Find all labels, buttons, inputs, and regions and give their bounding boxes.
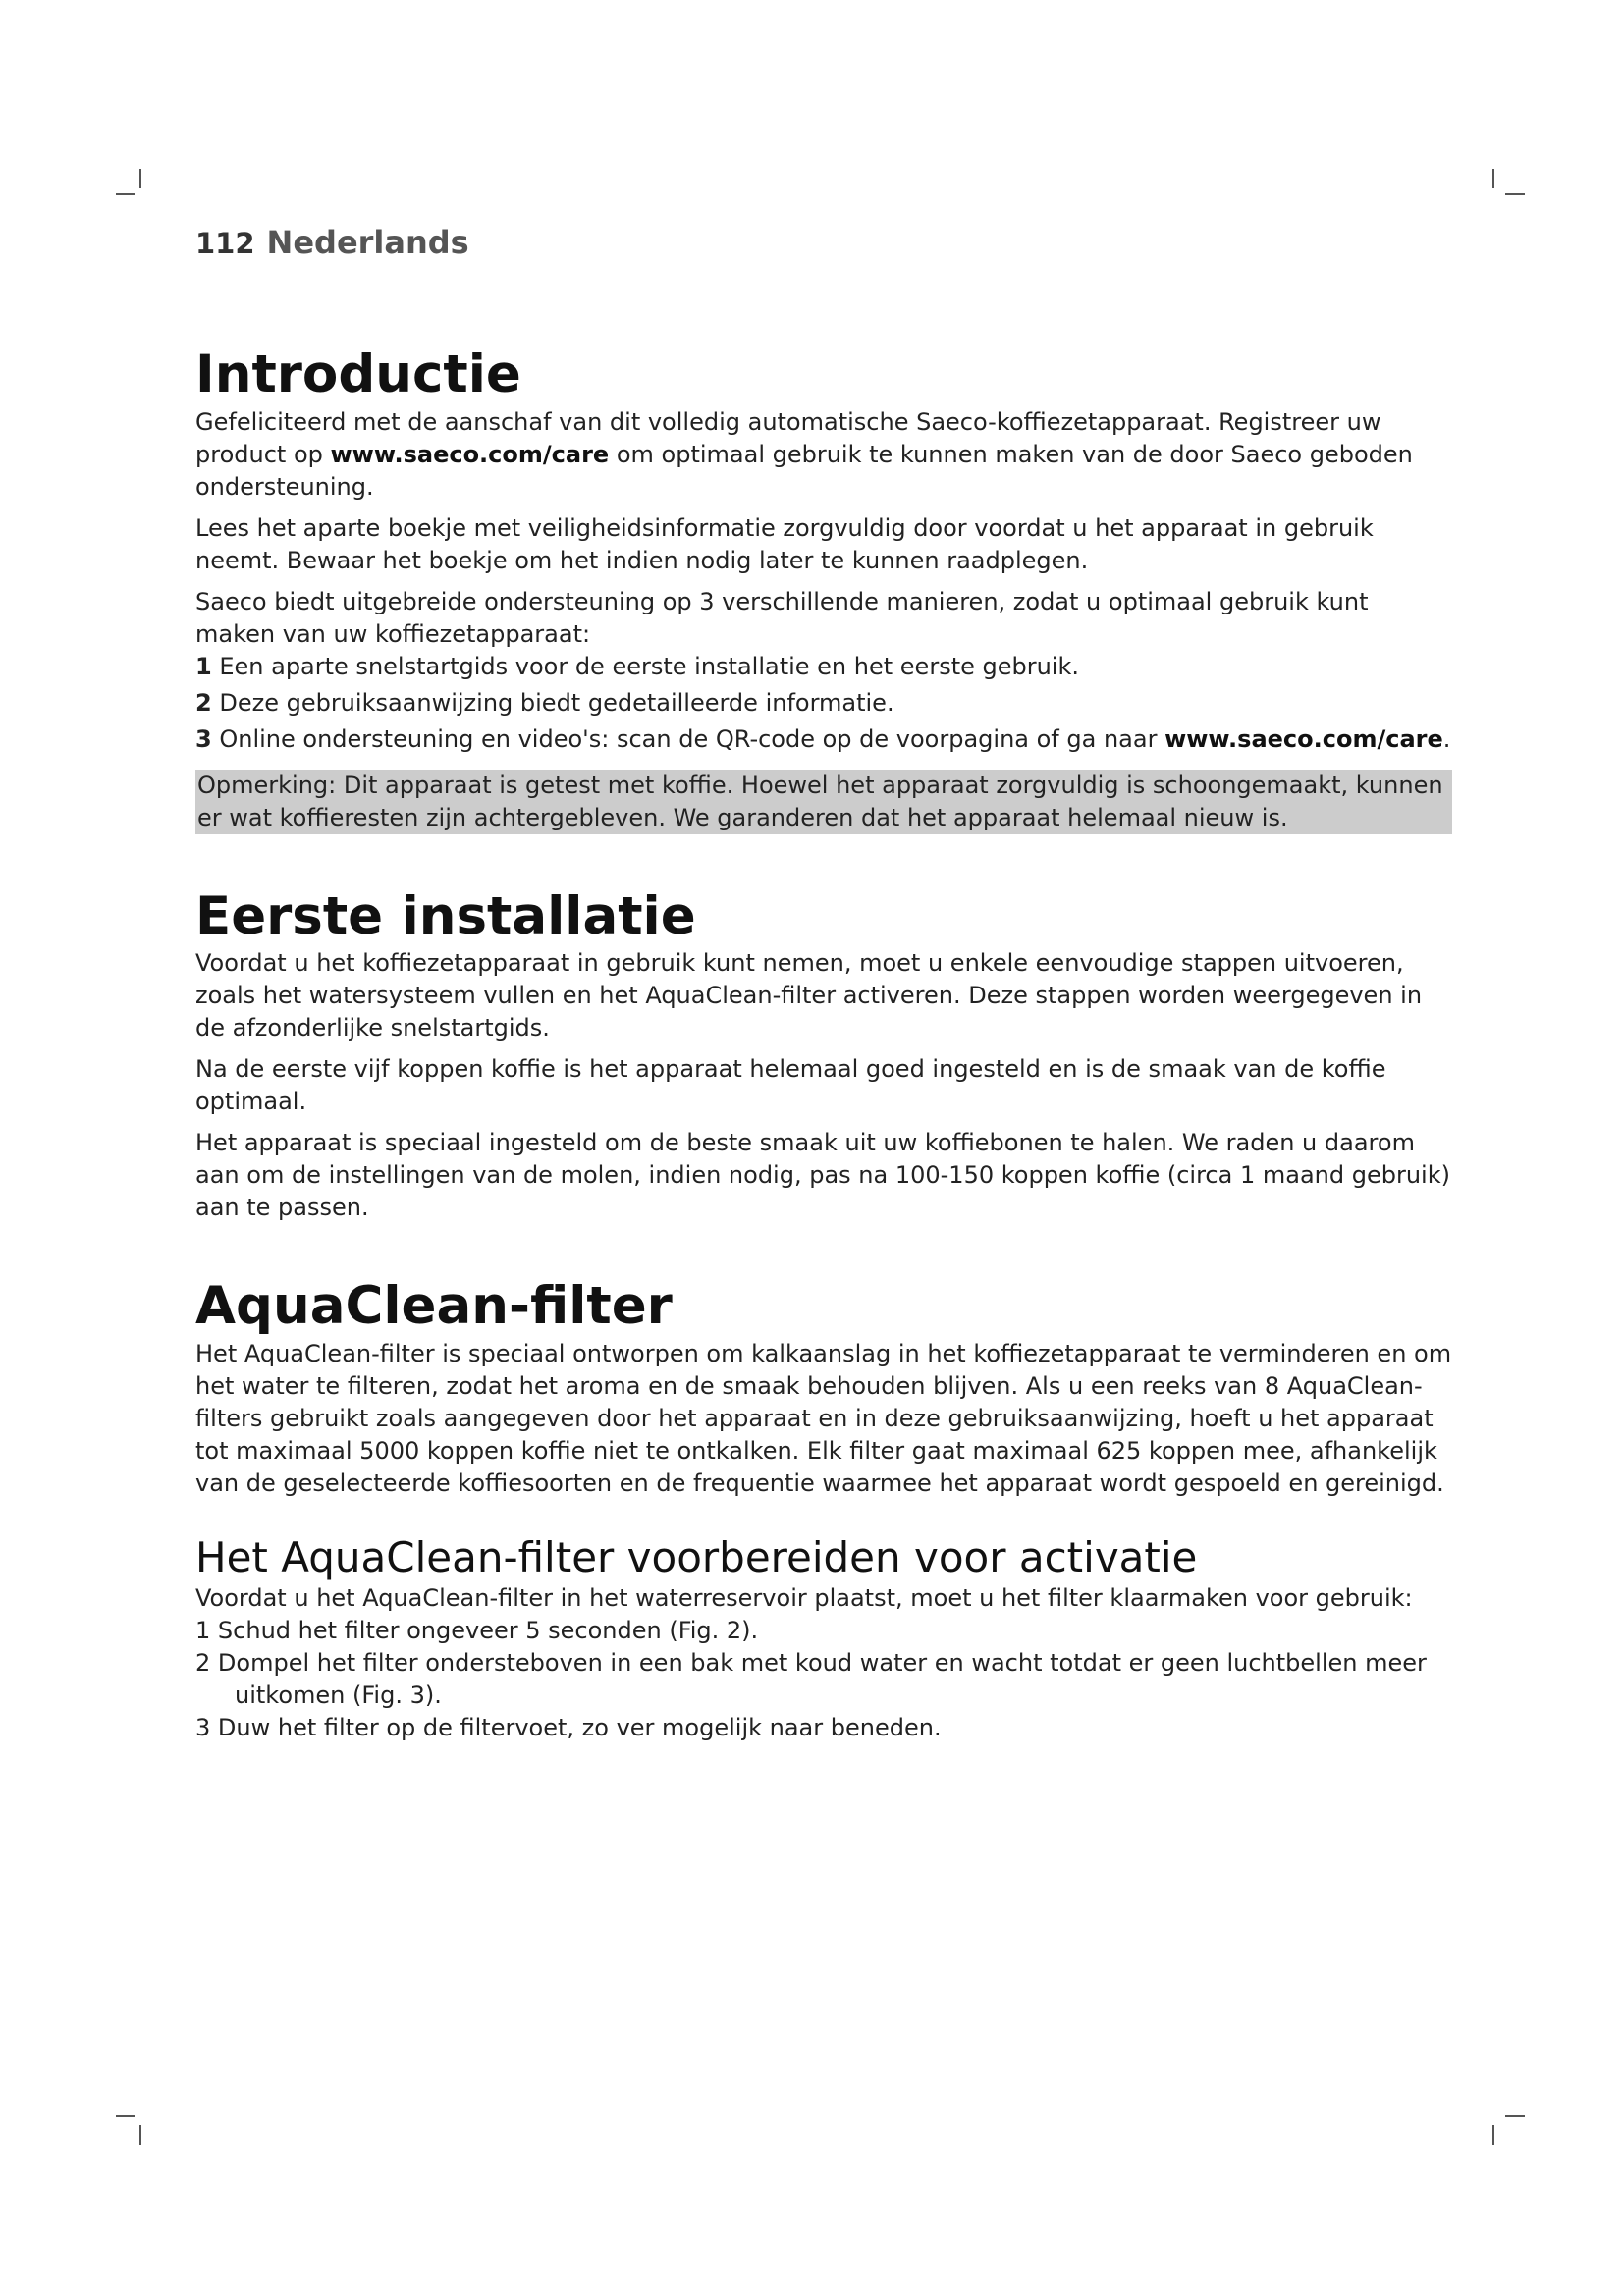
crop-mark-top-left-h (116, 193, 135, 195)
section-aquaclean-filter (195, 1275, 1452, 1500)
list-item-number: 3 (195, 724, 212, 753)
step-number: 2 (195, 1649, 211, 1678)
step-text: Duw het filter op de filtervoet, zo ver mogelijk naar beneden. (217, 1714, 942, 1742)
section-eerste-installatie (195, 885, 1452, 1225)
list-item-number: 1 (195, 652, 212, 680)
aquaclean-title: AquaClean-filter (195, 1276, 673, 1337)
install-paragraph-2: Na de eerste vijf koppen koffie is het apparaat helemaal goed ingesteld en is de smaak van de koffie optimaal. (195, 1055, 1386, 1116)
prepare-intro: Voordat u het AquaClean-filter in het waterreservoir plaatst, moet u het filter klaarmaken voor gebruik: (195, 1584, 1413, 1613)
crop-mark-top-right-h (1505, 193, 1525, 195)
page-content (195, 344, 1452, 1753)
step-text: Schud het filter ongeveer 5 seconden (Fig. 2). (217, 1617, 759, 1645)
crop-mark-bottom-right-v (1492, 2125, 1494, 2145)
list-item (195, 651, 1452, 683)
intro-p1-text-end: om optimaal gebruik te kunnen maken van de door Saeco geboden ondersteuning. (195, 440, 1413, 501)
crop-mark-bottom-left-h (116, 2115, 135, 2117)
section-filter-voorbereiden (195, 1533, 1452, 1744)
note-box: Opmerking: Dit apparaat is getest met koffie. Hoewel het apparaat zorgvuldig is schoongemaakt, kunnen er wat koffieresten zijn achtergebleven. We garanderen dat het apparaat helemaal nieuw is. (195, 770, 1452, 834)
list-item (195, 687, 1452, 720)
prepare-title: Het AquaClean-filter voorbereiden voor activatie (195, 1532, 1198, 1581)
step-number: 3 (195, 1714, 211, 1742)
intro-p1-link[interactable]: www.saeco.com/care (330, 440, 610, 468)
page-header (195, 224, 469, 261)
install-paragraph-1: Voordat u het koffiezetapparaat in gebruik kunt nemen, moet u enkele eenvoudige stappen uitvoeren, zoals het watersysteem vullen en het AquaClean-filter activeren. Deze stappen worden weergegeven in de afzonderlijke snelstartgids. (195, 949, 1423, 1042)
crop-mark-top-right-v (1492, 169, 1494, 188)
list-item-text: Online ondersteuning en video's: scan de QR-code op de voorpagina of ga naar (219, 724, 1165, 753)
page-language: Nederlands (266, 224, 469, 261)
list-item-text-end: . (1442, 724, 1451, 753)
install-paragraph-3: Het apparaat is speciaal ingesteld om de beste smaak uit uw koffiebonen te halen. We raden u daarom aan om de instellingen van de molen, indien nodig, pas na 100-150 koppen koffie (circa 1 maand gebruik) aan te passen. (195, 1129, 1450, 1222)
intro-paragraph-3: Saeco biedt uitgebreide ondersteuning op 3 verschillende manieren, zodat u optimaal gebruik kunt maken van uw koffiezetapparaat: (195, 587, 1369, 648)
prepare-steps (195, 1615, 1452, 1744)
intro-p1-text: Gefeliciteerd met de aanschaf van dit volledig automatische Saeco-koffiezetapparaat. Registreer uw product op (195, 407, 1381, 468)
install-title: Eerste installatie (195, 885, 696, 946)
crop-mark-bottom-right-h (1505, 2115, 1525, 2117)
page-number: 112 (195, 227, 255, 260)
list-item (195, 1615, 1452, 1647)
step-number: 1 (195, 1617, 211, 1645)
step-text: Dompel het filter ondersteboven in een bak met koud water en wacht totdat er geen luchtbellen meer uitkomen (Fig. 3). (217, 1649, 1427, 1710)
list-item-text: Deze gebruiksaanwijzing biedt gedetailleerde informatie. (219, 688, 894, 717)
list-item-number: 2 (195, 688, 212, 717)
list-item (195, 1647, 1452, 1712)
list-item-text: Een aparte snelstartgids voor de eerste installatie en het eerste gebruik. (219, 652, 1080, 680)
section-introductie (195, 344, 1452, 834)
list-item (195, 723, 1452, 756)
list-item-link[interactable]: www.saeco.com/care (1164, 724, 1443, 753)
intro-paragraph-1 (195, 406, 1452, 504)
intro-paragraph-2: Lees het aparte boekje met veiligheidsinformatie zorgvuldig door voordat u het apparaat in gebruik neemt. Bewaar het boekje om het indien nodig later te kunnen raadplegen. (195, 513, 1374, 574)
support-list (195, 651, 1452, 756)
crop-mark-bottom-left-v (139, 2125, 141, 2145)
aquaclean-paragraph-1: Het AquaClean-filter is speciaal ontworpen om kalkaanslag in het koffiezetapparaat te verminderen en om het water te filteren, zodat het aroma en de smaak behouden blijven. Als u een reeks van 8 AquaClean-filters gebruikt zoals aangegeven door het apparaat en in deze gebruiksaanwijzing, hoeft u het apparaat tot maximaal 5000 koppen koffie niet te ontkalken. Elk filter gaat maximaal 625 koppen mee, afhankelijk van de geselecteerde koffiesoorten en de frequentie waarmee het apparaat wordt gespoeld en gereinigd. (195, 1339, 1452, 1497)
crop-mark-top-left-v (139, 169, 141, 188)
list-item (195, 1712, 1452, 1744)
intro-title: Introductie (195, 345, 521, 404)
